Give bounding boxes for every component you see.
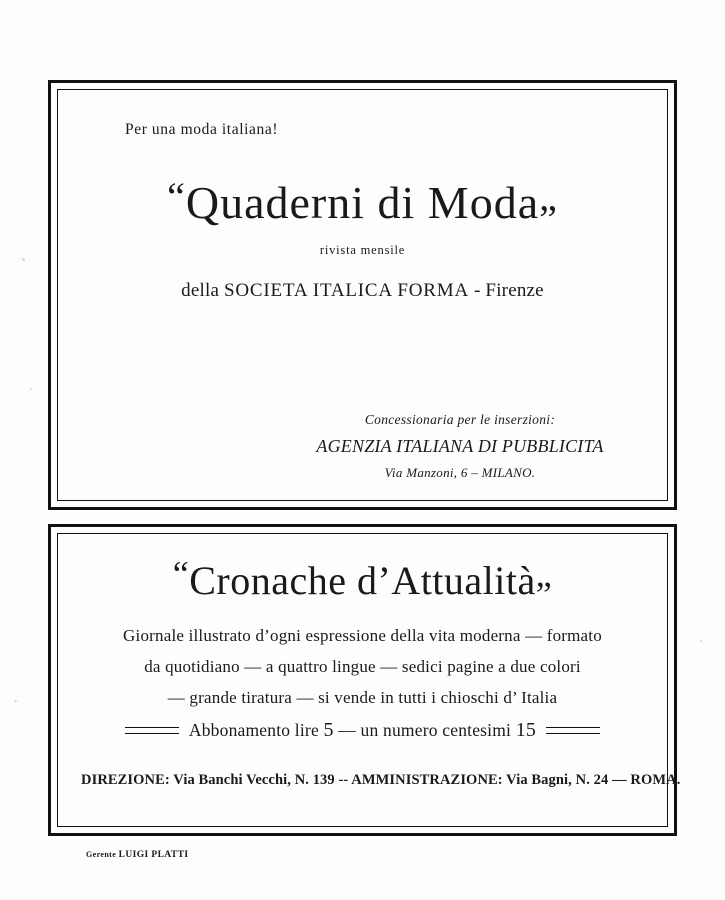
single-issue-price: 15 (515, 719, 537, 741)
paper-speck (700, 640, 702, 642)
description-line: — grande tiratura — si vende in tutti i chioschi d’ Italia (167, 688, 558, 707)
agency-address: Via Manzoni, 6 – MILANO. (384, 465, 536, 480)
paper-speck (30, 388, 32, 390)
rule-left (125, 727, 179, 734)
ad-kicker: Per una moda italiana! (125, 121, 279, 138)
subscription-row (81, 719, 644, 742)
colophon-name: LUIGI PLATTI (118, 850, 189, 860)
subscription-prefix: Abbonamento lire (188, 720, 324, 740)
rule-right (546, 727, 600, 734)
publisher-prefix: della (181, 280, 225, 301)
colophon-role: Gerente (86, 850, 119, 859)
colophon (86, 850, 188, 860)
advertisement-quaderni-di-moda (48, 80, 677, 510)
description-line: da quotidiano — a quattro lingue — sedici pagine a due colori (144, 657, 581, 676)
ad-agency-block (290, 412, 630, 481)
quote-close-mark: „ (539, 174, 558, 219)
subscription-middle: — un numero centesimi (333, 720, 516, 740)
ad-offices: DIREZIONE: Via Banchi Vecchi, N. 139 -- AMMINISTRAZIONE: Via Bagni, N. 24 — ROMA. (81, 772, 681, 788)
ad-description (81, 626, 644, 742)
ad-title-text: Quaderni di Moda (185, 177, 540, 228)
ad-content (51, 527, 681, 833)
ad-title (81, 553, 644, 604)
agency-name: AGENZIA ITALIANA DI PUBBLICITA (316, 436, 604, 456)
subscription-text (189, 719, 536, 742)
publisher-suffix: - Firenze (469, 280, 544, 301)
quote-open-mark: “ (172, 554, 190, 594)
description-line: Giornale illustrato d’ogni espressione della vita moderna — formato (123, 626, 602, 645)
paper-speck (22, 258, 25, 261)
quote-close-mark: „ (535, 554, 553, 594)
ad-subtitle: rivista mensile (319, 243, 406, 257)
advertisement-cronache-dattualita (48, 524, 681, 836)
ad-publisher-line (93, 280, 632, 302)
quote-open-mark: “ (167, 174, 186, 219)
agency-label: Concessionaria per le inserzioni: (364, 412, 556, 427)
ad-title (93, 173, 632, 229)
subscription-price: 5 (323, 719, 334, 741)
ad-title-text: Cronache d’Attualità (189, 558, 536, 603)
publisher-name: SOCIETA ITALICA FORMA (224, 280, 469, 301)
paper-speck (14, 700, 17, 702)
ad-content (51, 83, 674, 507)
